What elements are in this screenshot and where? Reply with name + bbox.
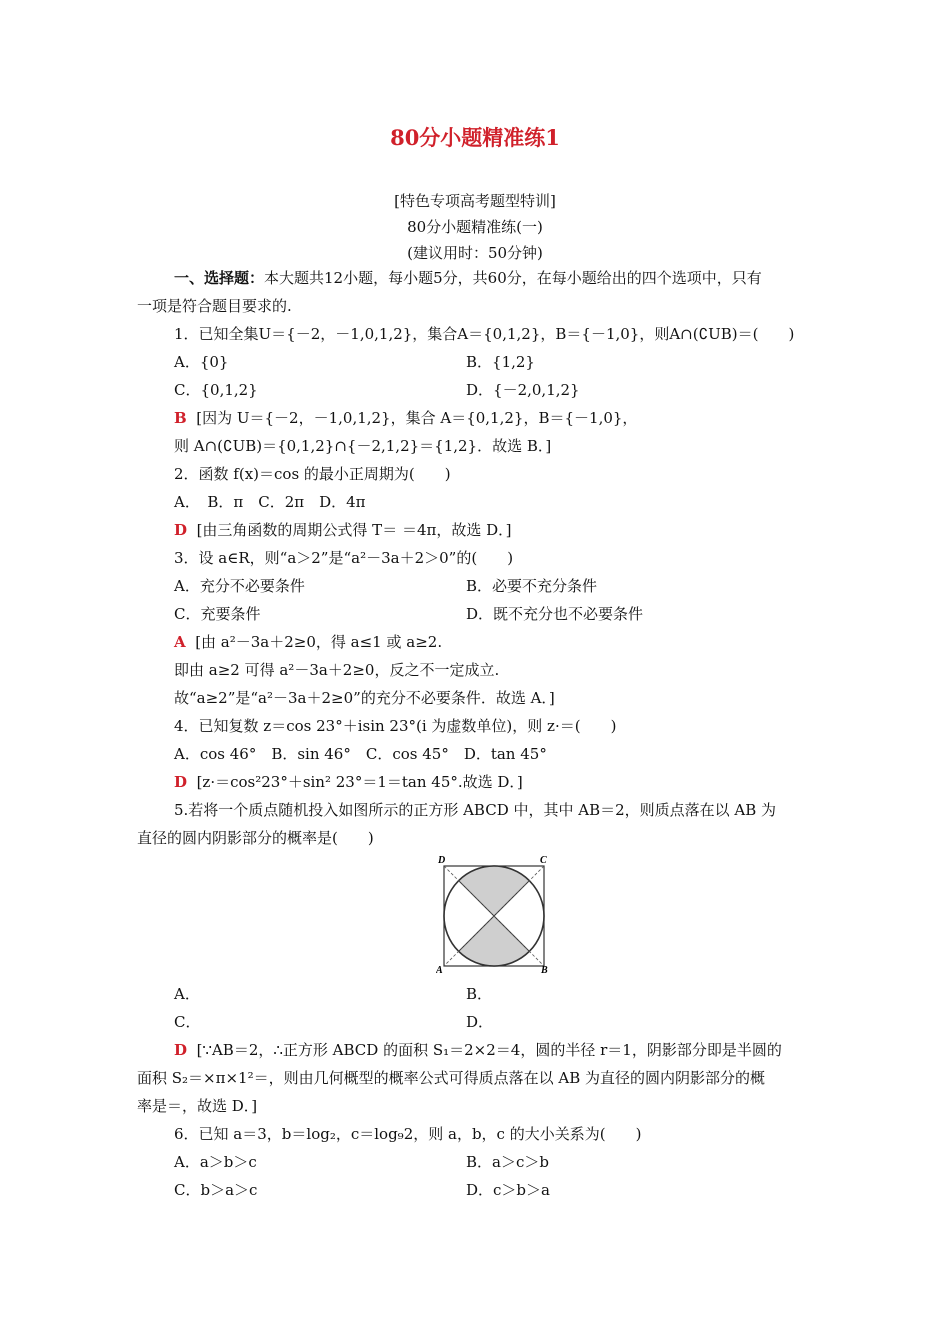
q3-answer — [174, 632, 442, 652]
q5-stem-cont: 直径的圆内阴影部分的概率是( ) — [137, 829, 374, 847]
q5-option-a: A． — [174, 985, 200, 1003]
vertex-label-b: B — [541, 965, 548, 974]
q4-explanation: [z·＝cos²23°＋sin² 23°＝1＝tan 45°.故选 D．] — [196, 773, 523, 791]
q2-explanation: [由三角函数的周期公式得 T＝ ＝4π，故选 D．] — [196, 521, 512, 539]
section-desc: 本大题共12小题，每小题5分，共60分，在每小题给出的四个选项中，只有 — [264, 269, 762, 287]
q3-option-a: A．充分不必要条件 — [174, 577, 305, 595]
q1-stem: 1．已知全集U＝{－2，－1,0,1,2}，集合A＝{0,1,2}，B＝{－1,0}，则A∩(∁UB)＝( ) — [174, 325, 795, 343]
practice-subtitle: 80分小题精准练(一) — [407, 218, 543, 236]
section-intro — [174, 268, 762, 288]
q1-option-c: C．{0,1,2} — [174, 381, 258, 399]
q4-answer — [174, 772, 523, 792]
q3-stem: 3．设 a∈R，则“a＞2”是“a²－3a＋2＞0”的( ) — [174, 549, 514, 567]
q6-option-d: D．c＞b＞a — [466, 1181, 550, 1199]
q1-answer-letter: B — [174, 409, 187, 427]
q5-answer — [174, 1040, 782, 1060]
q4-options: A．cos 46° B．sin 46° C．cos 45° D．tan 45° — [174, 745, 547, 763]
section-desc-cont: 一项是符合题目要求的. — [137, 297, 292, 315]
q1-option-b: B．{1,2} — [466, 353, 535, 371]
q3-explanation-cont: 即由 a≥2 可得 a²－3a＋2≥0，反之不一定成立. — [174, 661, 500, 679]
time-note: (建议用时：50分钟) — [407, 244, 543, 262]
q6-stem: 6．已知 a＝3，b＝log₂，c＝log₉2，则 a，b，c 的大小关系为( ) — [174, 1125, 642, 1143]
q6-option-c: C．b＞a＞c — [174, 1181, 258, 1199]
series-header: [特色专项高考题型特训] — [394, 192, 556, 210]
vertex-label-d: D — [438, 855, 446, 866]
q2-answer — [174, 520, 512, 540]
q1-explanation: [因为 U＝{－2，－1,0,1,2}，集合 A＝{0,1,2}，B＝{－1,0}， — [196, 409, 638, 427]
q1-explanation-cont: 则 A∩(∁UB)＝{0,1,2}∩{－2,1,2}＝{1,2}．故选 B．] — [174, 437, 552, 455]
q1-option-a: A．{0} — [174, 353, 229, 371]
q6-option-a: A．a＞b＞c — [174, 1153, 257, 1171]
q3-option-c: C．充要条件 — [174, 605, 261, 623]
page-title: 80分小题精准练1 — [390, 125, 560, 150]
q5-option-d: D． — [466, 1013, 494, 1031]
q5-explanation: [∵AB＝2，∴正方形 ABCD 的面积 S₁＝2×2＝4，圆的半径 r＝1，阴影部分即是半圆的 — [196, 1041, 782, 1059]
q5-stem: 5.若将一个质点随机投入如图所示的正方形 ABCD 中，其中 AB＝2，则质点落在以 AB 为 — [174, 801, 777, 819]
q5-answer-letter: D — [174, 1041, 188, 1059]
q3-explanation-end: 故“a≥2”是“a²－3a＋2≥0”的充分不必要条件．故选 A．] — [174, 689, 555, 707]
q2-options: A． B．π C．2π D．4π — [174, 493, 366, 511]
q5-option-c: C． — [174, 1013, 201, 1031]
square-circle-figure — [436, 854, 552, 974]
q1-option-d: D．{－2,0,1,2} — [466, 381, 580, 399]
q4-stem: 4．已知复数 z＝cos 23°＋isin 23°(i 为虚数单位)，则 z·＝( ) — [174, 717, 617, 735]
vertex-label-c: C — [540, 855, 547, 866]
vertex-label-a: A — [436, 965, 443, 974]
q5-explanation-end: 率是＝，故选 D．] — [137, 1097, 258, 1115]
q3-explanation: [由 a²－3a＋2≥0，得 a≤1 或 a≥2. — [195, 633, 443, 651]
q6-option-b: B．a＞c＞b — [466, 1153, 549, 1171]
q3-option-b: B．必要不充分条件 — [466, 577, 598, 595]
q3-answer-letter: A — [174, 633, 186, 651]
q2-answer-letter: D — [174, 521, 188, 539]
q5-explanation-cont: 面积 S₂＝×π×1²＝，则由几何概型的概率公式可得质点落在以 AB 为直径的圆内阴影部分的概 — [137, 1069, 766, 1087]
q2-stem: 2．函数 f(x)＝cos 的最小正周期为( ) — [174, 465, 451, 483]
q5-option-b: B． — [466, 985, 493, 1003]
q4-answer-letter: D — [174, 773, 188, 791]
q3-option-d: D．既不充分也不必要条件 — [466, 605, 644, 623]
q1-answer — [174, 408, 637, 428]
section-label: 一、选择题： — [174, 269, 265, 287]
